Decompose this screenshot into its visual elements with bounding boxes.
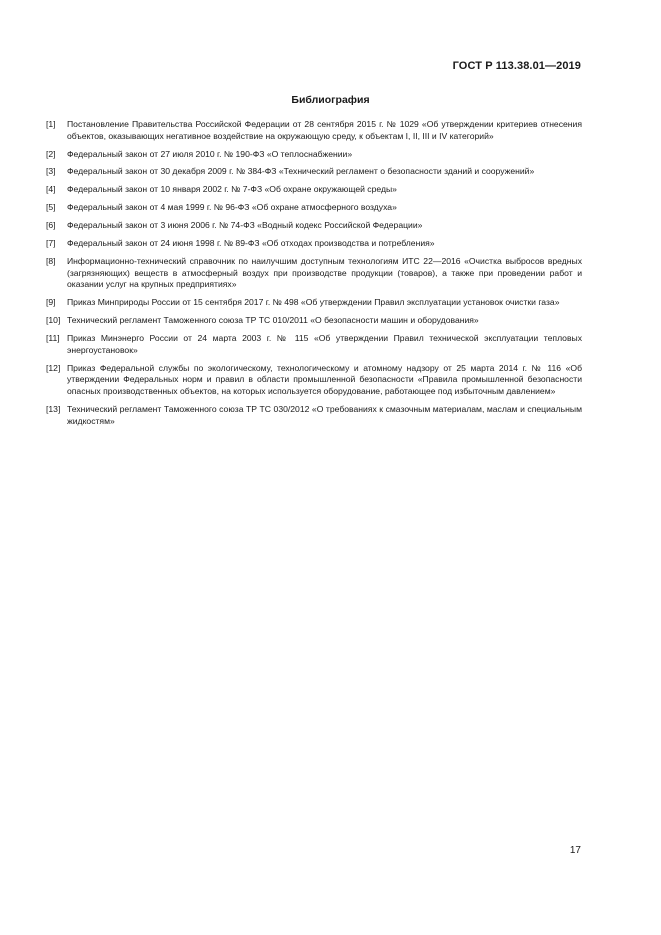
entry-text: Федеральный закон от 24 июня 1998 г. № 89-ФЗ «Об отходах производства и потребления» (67, 238, 435, 249)
entry-number: [3] (46, 166, 56, 177)
entry-number: [4] (46, 184, 56, 195)
bibliography-entry-13 (46, 404, 582, 427)
bibliography-entry-6 (46, 220, 582, 232)
entry-number: [13] (46, 403, 61, 414)
entry-text: Приказ Минэнерго России от 24 марта 2003 г. № 115 «Об утверждении Правил технической эксплуатации тепловых энергоустановок» (67, 333, 582, 355)
entry-text: Федеральный закон от 30 декабря 2009 г. № 384-ФЗ «Технический регламент о безопасности зданий и сооружений» (67, 166, 535, 177)
bibliography-entry-11 (46, 333, 582, 356)
entry-number: [7] (46, 238, 56, 249)
entry-number: [9] (46, 297, 56, 308)
bibliography-entry-4 (46, 184, 582, 196)
document-code: ГОСТ Р 113.38.01—2019 (452, 60, 581, 72)
entry-number: [1] (46, 119, 56, 129)
bibliography-entry-9 (46, 297, 582, 309)
bibliography-entry-8 (46, 256, 582, 291)
section-title: Библиография (291, 94, 370, 106)
entry-number: [11] (46, 333, 60, 344)
entry-text: Информационно-технический справочник по наилучшим доступным технологиям ИТС 22—2016 «Очистка выбросов вредных (загрязняющих) веществ в атмосферный воздух при производстве продукции (товаров), а также при проведении работ и оказании услуг на крупных предприятиях» (67, 255, 582, 290)
entry-number: [10] (46, 315, 61, 326)
entry-text: Федеральный закон от 4 мая 1999 г. № 96-ФЗ «Об охране атмосферного воздуха» (67, 202, 397, 213)
bibliography-entry-1 (46, 119, 582, 142)
bibliography-entry-10 (46, 315, 582, 327)
entry-text: Приказ Минприроды России от 15 сентября 2017 г. № 498 «Об утверждении Правил эксплуатации установок очистки газа» (67, 297, 560, 308)
bibliography-entry-12 (46, 363, 582, 398)
entry-text: Постановление Правительства Российской Федерации от 28 сентября 2015 г. № 1029 «Об утверждении критериев отнесения объектов, оказывающих негативное воздействие на окружающую среду, к объектам I, II, III и IV категорий» (67, 119, 582, 141)
entry-number: [5] (46, 202, 56, 213)
entry-text: Технический регламент Таможенного союза ТР ТС 010/2011 «О безопасности машин и оборудования» (67, 315, 479, 326)
entry-text: Федеральный закон от 10 января 2002 г. № 7-ФЗ «Об охране окружающей среды» (67, 184, 397, 195)
page-number: 17 (569, 845, 581, 856)
entry-text: Приказ Федеральной службы по экологическому, технологическому и атомному надзору от 25 марта 2014 г. № 116 «Об утверждении Федеральных норм и правил в области промышленной безопасности «Правила промышленной безопасности опасных производственных объектов, на которых используется оборудование, работающее под избыточным давлением» (67, 362, 582, 397)
entry-text: Технический регламент Таможенного союза ТР ТС 030/2012 «О требованиях к смазочным материалам, маслам и специальным жидкостям» (67, 403, 582, 426)
entry-text: Федеральный закон от 27 июля 2010 г. № 190-ФЗ «О теплоснабжении» (67, 148, 353, 159)
entry-number: [8] (46, 255, 56, 266)
entry-number: [6] (46, 220, 56, 231)
entry-text: Федеральный закон от 3 июня 2006 г. № 74-ФЗ «Водный кодекс Российской Федерации» (67, 220, 423, 231)
bibliography-entry-7 (46, 238, 582, 250)
entry-number: [2] (46, 148, 56, 159)
bibliography-entry-3 (46, 166, 582, 178)
bibliography-list (46, 119, 582, 434)
bibliography-entry-2 (46, 149, 582, 161)
bibliography-entry-5 (46, 202, 582, 214)
entry-number: [12] (46, 362, 61, 373)
